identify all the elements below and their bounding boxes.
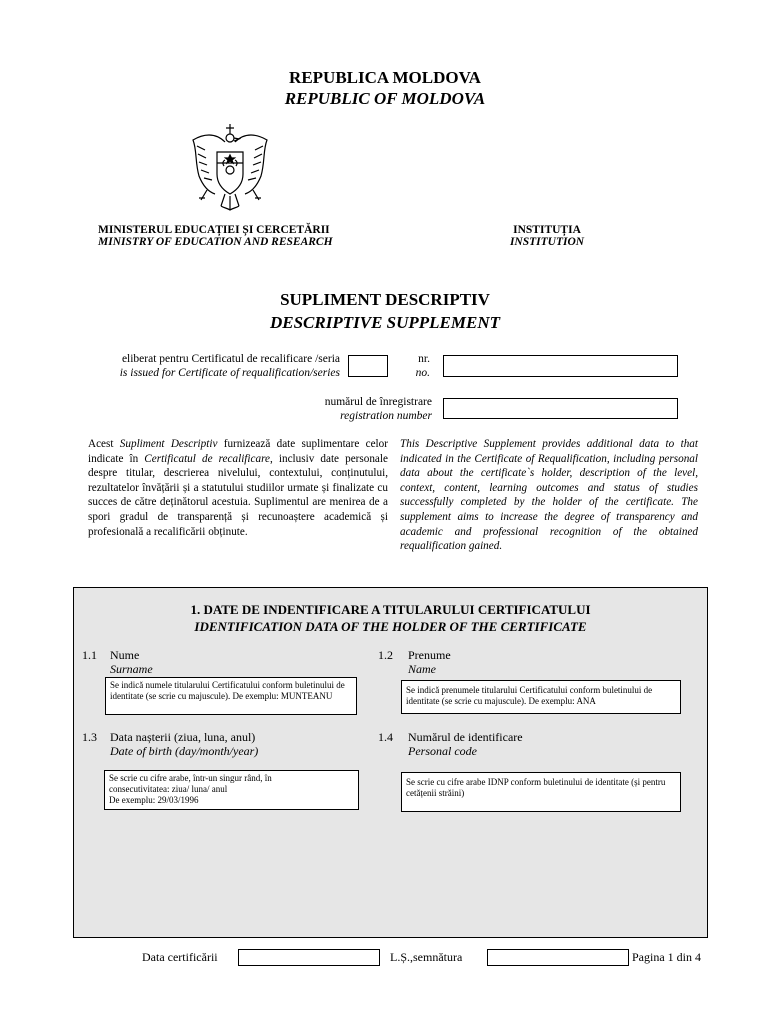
country-title-en: REPUBLIC OF MOLDOVA [284,89,486,108]
birthdate-hint-line: De exemplu: 29/03/1996 [109,795,199,805]
personal-code-input[interactable]: Se scrie cu cifre arabe IDNP conform buletinului de identitate (și pentru cetățenii străini) [401,772,681,812]
field-label-birthdate-en: Date of birth (day/month/year) [110,744,259,758]
birthdate-hint-line: Se scrie cu cifre arabe, într-un singur rând, în [109,773,272,783]
issued-for-label [90,352,340,380]
registration-label-en: registration number [340,410,432,422]
field-label-birthdate-ro: Data nașterii (ziua, luna, anul) [110,730,256,744]
number-input[interactable] [443,355,678,377]
institution-label-en: INSTITUTION [509,236,585,248]
birthdate-input[interactable] [104,770,359,810]
intro-paragraph-ro: Acest Supliment Descriptiv furnizează date suplimentare celor indicate în Certificatul de recalificare, inclusiv date personale despre titular, descrierea nivelului, contextului, conținutului, rezultatelor învățării și a statutului studiilor urmate și finalizate cu succes de către deținătorul acestuia. Suplimentul are menirea de a spori gradul de transparență și recunoaștere academică și profesională a recalificării obținute. [88,438,388,538]
field-label-name-ro: Prenume [408,648,451,662]
field-label-personal-code-en: Personal code [408,744,477,758]
series-input[interactable] [348,355,388,377]
stamp-signature-label: L.Ș.,semnătura [390,950,463,964]
number-label [400,352,430,380]
ministry-name-ro: MINISTERUL EDUCAȚIEI ȘI CERCETĂRII [98,224,330,236]
field-label-name-en: Name [408,662,436,676]
field-label-personal-code-ro: Numărul de identificare [408,730,523,744]
number-label-ro: nr. [418,353,430,365]
field-number-birthdate: 1.3 [82,730,97,744]
field-label-surname-ro: Nume [110,648,140,662]
surname-input[interactable]: Se indică numele titularului Certificatului conform buletinului de identitate (se scrie cu majuscule). De exemplu: MUNTEANU [105,677,357,715]
country-title-ro: REPUBLICA MOLDOVA [289,68,481,87]
coat-of-arms-icon [185,120,275,224]
issued-for-en: is issued for Certificate of requalification/series [119,367,340,379]
field-label-surname-en: Surname [110,662,153,676]
page-indicator: Pagina 1 din 4 [632,950,701,964]
identification-section [73,587,708,938]
number-label-en: no. [415,367,430,379]
institution-label-ro: INSTITUȚIA [513,224,581,236]
birthdate-hint-line: consecutivitatea: ziua/ luna/ anul [109,784,228,794]
intro-paragraph-en: This Descriptive Supplement provides additional data to that indicated in the Certificate of Requalification, including personal data about the certificate`s holder, description of the level, context, content, learning outcomes and status of studies successfully completed by the holder of the certificate. The supplement aims to increase the degree of transparency and academic and professional recognition of the obtained requalification gained. [400,438,698,553]
ministry-block [98,224,333,248]
registration-number-input[interactable] [443,398,678,419]
registration-label-ro: numărul de înregistrare [324,396,432,408]
field-number-name: 1.2 [378,648,393,662]
name-input[interactable]: Se indică prenumele titularului Certificatului conform buletinului de identitate (se scrie cu majuscule). De exemplu: ANA [401,680,681,714]
certification-date-input[interactable] [238,949,380,966]
document-title-en: DESCRIPTIVE SUPPLEMENT [269,313,500,332]
certification-date-label: Data certificării [142,950,218,964]
section-title-en: IDENTIFICATION DATA OF THE HOLDER OF THE CERTIFICATE [194,619,587,634]
registration-label [250,395,432,423]
ministry-name-en: MINISTRY OF EDUCATION AND RESEARCH [98,236,333,248]
document-title-ro: SUPLIMENT DESCRIPTIV [280,290,490,309]
section-title-ro: 1. DATE DE INDENTIFICARE A TITULARULUI CERTIFICATULUI [190,602,591,617]
issued-for-ro: eliberat pentru Certificatul de recalificare /seria [121,353,340,365]
field-number-personal-code: 1.4 [378,730,393,744]
field-number-surname: 1.1 [82,648,97,662]
stamp-signature-input[interactable] [487,949,629,966]
institution-block [505,224,589,248]
